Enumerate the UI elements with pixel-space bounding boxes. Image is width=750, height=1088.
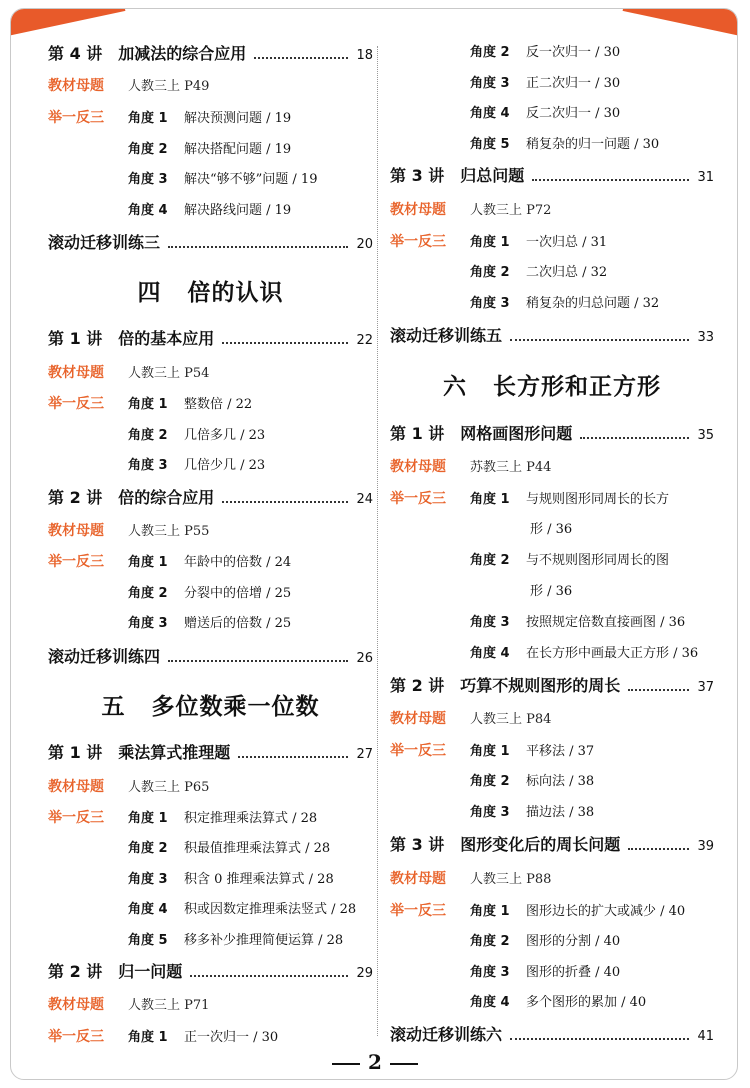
toc-lesson[interactable]: 第 2 讲 巧算不规则图形的周长 37 — [390, 676, 714, 695]
page-number: 2 — [0, 1050, 750, 1074]
toc-angle[interactable]: 角度 2 二次归总 / 32 — [470, 265, 608, 280]
toc-angle[interactable]: 角度 3 几倍少几 / 23 — [128, 458, 266, 473]
toc-lesson[interactable]: 第 1 讲 倍的基本应用 22 — [48, 329, 373, 348]
toc-angle[interactable]: 角度 4 积或因数定推理乘法竖式 / 28 — [128, 902, 357, 917]
chapter-heading: 六 长方形和正方形 — [443, 373, 661, 400]
toc-angle[interactable]: 角度 2 图形的分割 / 40 — [470, 934, 621, 949]
toc-angle[interactable]: 举一反三 角度 1 整数倍 / 22 — [48, 396, 253, 412]
toc-review[interactable]: 滚动迁移训练五 33 — [390, 326, 714, 345]
column-divider — [377, 46, 378, 1036]
toc-angle[interactable]: 角度 3 积含 0 推理乘法算式 / 28 — [128, 872, 334, 887]
toc-angle[interactable]: 角度 3 解决“够不够”问题 / 19 — [128, 172, 318, 187]
toc-angle[interactable]: 角度 4 反二次归一 / 30 — [470, 106, 621, 121]
toc-angle-continuation: 形 / 36 — [530, 522, 573, 537]
toc-angle[interactable]: 角度 3 按照规定倍数直接画图 / 36 — [470, 615, 686, 630]
toc-angle[interactable]: 角度 2 几倍多几 / 23 — [128, 428, 266, 443]
textbook-source-row: 教材母题 人教三上 P54 — [48, 365, 210, 381]
toc-angle[interactable]: 角度 2 与不规则图形同周长的图 — [470, 553, 670, 568]
corner-decoration-left — [10, 8, 125, 36]
toc-angle[interactable]: 举一反三 角度 1 积定推理乘法算式 / 28 — [48, 810, 318, 826]
toc-lesson[interactable]: 第 2 讲 倍的综合应用 24 — [48, 488, 373, 507]
toc-angle[interactable]: 角度 4 解决路线问题 / 19 — [128, 203, 292, 218]
toc-lesson[interactable]: 第 3 讲 归总问题 31 — [390, 166, 714, 185]
textbook-source-row: 教材母题 人教三上 P72 — [390, 202, 552, 218]
toc-angle[interactable]: 举一反三 角度 1 图形边长的扩大或减少 / 40 — [390, 903, 686, 919]
toc-angle[interactable]: 角度 5 稍复杂的归一问题 / 30 — [470, 137, 660, 152]
toc-angle-continuation: 形 / 36 — [530, 584, 573, 599]
toc-angle[interactable]: 角度 2 解决搭配问题 / 19 — [128, 142, 292, 157]
toc-angle[interactable]: 角度 3 赠送后的倍数 / 25 — [128, 616, 292, 631]
toc-angle[interactable]: 举一反三 角度 1 一次归总 / 31 — [390, 234, 608, 250]
chapter-heading: 五 多位数乘一位数 — [101, 693, 320, 720]
toc-lesson[interactable]: 第 3 讲 图形变化后的周长问题 39 — [390, 835, 714, 854]
toc-review[interactable]: 滚动迁移训练四 26 — [48, 647, 373, 666]
toc-angle[interactable]: 角度 2 分裂中的倍增 / 25 — [128, 586, 292, 601]
toc-angle[interactable]: 举一反三 角度 1 年龄中的倍数 / 24 — [48, 554, 292, 570]
toc-angle[interactable]: 角度 5 移多补少推理简便运算 / 28 — [128, 933, 344, 948]
textbook-source-row: 教材母题 人教三上 P71 — [48, 997, 210, 1013]
corner-decoration-right — [623, 8, 738, 36]
toc-angle[interactable]: 举一反三 角度 1 正一次归一 / 30 — [48, 1029, 279, 1045]
toc-angle[interactable]: 举一反三 角度 1 与规则图形同周长的长方 — [390, 491, 670, 507]
toc-lesson[interactable]: 第 4 讲 加减法的综合应用 18 — [48, 44, 373, 63]
toc-review[interactable]: 滚动迁移训练三 20 — [48, 233, 373, 252]
textbook-source-row: 教材母题 人教三上 P49 — [48, 78, 210, 94]
toc-angle[interactable]: 角度 4 多个图形的累加 / 40 — [470, 995, 647, 1010]
toc-angle[interactable]: 角度 2 积最值推理乘法算式 / 28 — [128, 841, 331, 856]
textbook-source-row: 教材母题 人教三上 P88 — [390, 871, 552, 887]
toc-angle[interactable]: 举一反三 角度 1 解决预测问题 / 19 — [48, 110, 292, 126]
toc-angle[interactable]: 角度 2 反一次归一 / 30 — [470, 45, 621, 60]
toc-angle[interactable]: 角度 3 图形的折叠 / 40 — [470, 965, 621, 980]
toc-lesson[interactable]: 第 1 讲 网格画图形问题 35 — [390, 424, 714, 443]
toc-angle[interactable]: 角度 2 标向法 / 38 — [470, 774, 595, 789]
textbook-source-row: 教材母题 人教三上 P65 — [48, 779, 210, 795]
toc-angle[interactable]: 举一反三 角度 1 平移法 / 37 — [390, 743, 595, 759]
chapter-heading: 四 倍的认识 — [137, 279, 284, 306]
toc-angle[interactable]: 角度 4 在长方形中画最大正方形 / 36 — [470, 646, 699, 661]
toc-angle[interactable]: 角度 3 正二次归一 / 30 — [470, 76, 621, 91]
toc-angle[interactable]: 角度 3 稍复杂的归总问题 / 32 — [470, 296, 660, 311]
textbook-source-row: 教材母题 苏教三上 P44 — [390, 459, 552, 475]
textbook-source-row: 教材母题 人教三上 P84 — [390, 711, 552, 727]
textbook-source-row: 教材母题 人教三上 P55 — [48, 523, 210, 539]
toc-review[interactable]: 滚动迁移训练六 41 — [390, 1025, 714, 1044]
toc-angle[interactable]: 角度 3 描边法 / 38 — [470, 805, 595, 820]
toc-lesson[interactable]: 第 2 讲 归一问题 29 — [48, 962, 373, 981]
toc-lesson[interactable]: 第 1 讲 乘法算式推理题 27 — [48, 743, 373, 762]
